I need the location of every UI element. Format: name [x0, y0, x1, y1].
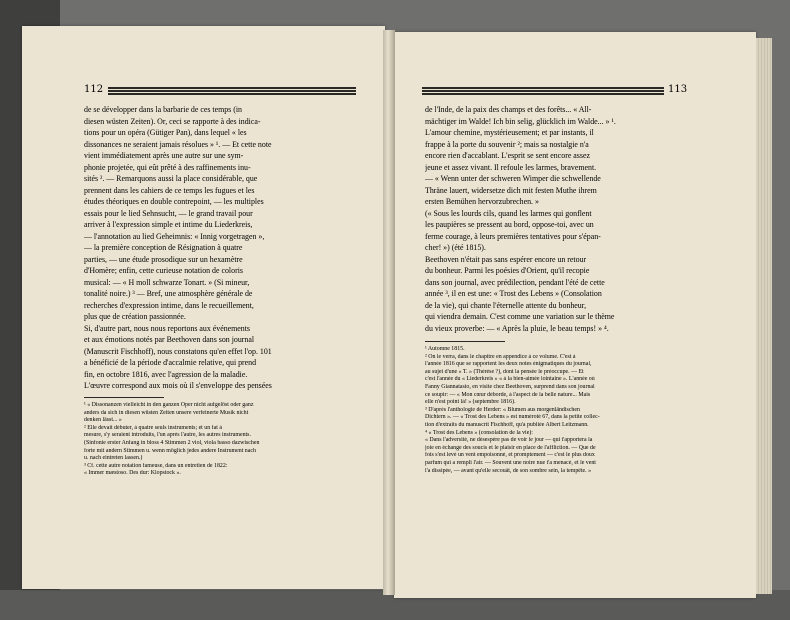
text-line: Si, d'autre part, nous nous reportons aux événements [84, 323, 250, 333]
footnote-line: « Dans l'adversité, ne désespère pas de voir le jour — qui t'apportera la [425, 437, 593, 444]
text-line: — « Wenn unter der schweren Wimper die schwellende [425, 174, 601, 183]
footnote-line: mesure, s'y seraient introduits, l'un après l'autre, les autres instruments. [84, 432, 251, 439]
footnote-line: (Sinfonie erster Anfang in bloss 4 Stimmen 2 viol, viola basso dazwischen [84, 439, 260, 446]
text-line: qui viendra demain. C'est comme une variation sur le thème [425, 312, 615, 321]
text-line: jeune et assez vivant. Il refoule les larmes, bravement. [425, 162, 597, 172]
footnote-line: Dichtern ». — « Trost des Lebens » est numéroté 67, dans la petite collec- [425, 414, 600, 421]
text-line: (« Sous les lourds cils, quand les larmes qui gonflent [425, 208, 592, 218]
text-line: — l'annotation au lied Geheimnis: « Innig vorgetragen », [84, 231, 265, 241]
text-line: Thräne lauert, widersetze dich mit festen Muthe ihrem [425, 185, 597, 195]
text-line: L'amour chemine, mystérieusement; et par instants, il [425, 128, 594, 137]
text-line: — la première conception de Résignation à quatre [84, 243, 243, 252]
text-line: du bonheur. Parmi les poésies d'Orient, qu'il recopie [425, 266, 590, 275]
footnote-line: au sujet d'une « T. » (Thérèse ?), dont la pensée le préoccupe. — Et [425, 368, 584, 375]
text-line: dissonances ne seraient jamais résolues » ¹. — Et cette note [84, 139, 272, 149]
text-line: études théoriques en double contrepoint, — les multiples [84, 197, 264, 206]
text-line: parties, — une étude prosodique sur un hexamètre [84, 254, 243, 264]
text-line: les paupières se pressent au bord, oppose-toi, avec un [425, 220, 594, 229]
footnote-line: tion d'extraits du manuscrit Fischhoff, qu'a publiée Albert Leitzmann. [425, 421, 589, 428]
text-line: a bénéficié de la période d'accalmie relative, qui prend [84, 358, 257, 367]
text-line: Beethoven n'était pas sans espérer encore un retour [425, 254, 587, 264]
left-header-rule [108, 87, 356, 95]
text-line: phonie projetée, qui eût prêté à des raffinements inu- [84, 162, 251, 172]
text-line: de l'Inde, de la paix des champs et des forêts... « All- [425, 105, 592, 114]
footnote-line: ³ Cf. cette autre notation fameuse, dans un entretien de 1822: [84, 462, 228, 469]
text-line: plus que de création passionnée. [84, 312, 186, 321]
footnote-line: joie en échange des soucis et le plaisir en place de l'affliction. — Que de [425, 444, 596, 451]
footnote-line: parfum qui a rempli l'air. — Souvent une noire nue t'a menacé, et le vent [425, 459, 596, 466]
text-line: L'œuvre correspond aux mois où il s'enveloppe des pensées [84, 381, 272, 390]
footnote-line: ¹ « Dissonanzen vielleicht in den ganzen Oper nicht aufgelöst oder ganz [84, 402, 254, 408]
text-line: (Manuscrit Fischhoff), nous constatons qu'en effet l'op. 101 [84, 346, 272, 356]
text-line: tonalité noire.) ³ — Bref, une atmosphère générale de [84, 289, 253, 298]
footnote-line: fois s'est levé un vent empoisonné, et promptement — c'est le plus doux [425, 452, 595, 459]
text-line: dans son journal, avec prédilection, pendant l'été de cette [425, 277, 605, 287]
text-line: fin, en octobre 1816, avec l'agression de la maladie. [84, 369, 248, 379]
footnote-line: elle n'est point là! » (septembre 1816). [425, 399, 516, 406]
footnote-line: ³ D'après l'anthologie de Herder: « Blumen aus morgenländischen [425, 406, 580, 413]
footnote-line: ² Elle devait débuter, à quatre seuls instruments; et un fat à [84, 424, 222, 431]
page-edges [756, 38, 772, 594]
right-page-number: 113 [668, 84, 688, 95]
footnote-line: ¹ Automne 1815. [425, 346, 465, 352]
right-header-rule [422, 87, 664, 95]
text-line: cher! ») (été 1815). [425, 243, 486, 252]
left-footnote-rule [84, 397, 164, 398]
text-line: de se développer dans la barbarie de ces temps (in [84, 105, 242, 114]
footnote-line: l'a dissipée, — avant qu'elle secouât, de son sombre sein, la tempête. » [425, 467, 592, 474]
right-body-text [425, 104, 691, 334]
text-line: musical: — « H moll schwarze Tonart. » (Si mineur, [84, 277, 250, 287]
text-line: année ³, il en est une: « Trost des Lebens » (Consolation [425, 289, 602, 298]
text-line: mächtiger im Walde! Ich bin selig, glücklich im Walde... » ¹. [425, 116, 616, 126]
text-line: vient immédiatement après une autre sur une sym- [84, 151, 244, 160]
text-line: sités ². — Remarquons aussi la place considérable, que [84, 174, 258, 183]
text-line: encore rien d'accablant. L'esprit se sent encore assez [425, 151, 590, 160]
footnote-line: « Immer mæstoso. Des dur: Klopstock ». [84, 470, 181, 477]
right-footnote-rule [425, 341, 505, 342]
footnote-line: anders da sich in diesen wüsten Zeiten unsere verfeinerte Musik nicht [84, 409, 249, 416]
text-line: ersten Bemühen hervorzubrechen. » [425, 197, 539, 206]
book-spine [383, 30, 395, 595]
text-line: essais pour le lied Sehnsucht, — le grand travail pour [84, 208, 253, 218]
footnote-line: c'est l'année du « Liederkreis » « à la bien-aimée lointaine ». L'année où [425, 376, 595, 383]
footnote-line: forte mit andern Stimmen u. wenn möglich jedes andere Instrument nach [84, 447, 256, 454]
text-line: et aux émotions notés par Beethoven dans son journal [84, 335, 255, 344]
text-line: frappe à la porte du souvenir ²; mais sa nostalgie n'a [425, 139, 589, 149]
text-line: tions pour un opéra (Gütiger Pan), dans lequel « les [84, 128, 247, 137]
footnote-line: Fanny Giannatasio, en visite chez Beethoven, surprend dans son journal [425, 383, 595, 390]
text-line: diesen wüsten Zeiten). Or, ceci se rapporte à des indica- [84, 116, 261, 126]
left-body-text [84, 104, 356, 392]
text-line: recherches d'expression intime, dans le recueillement, [84, 300, 254, 310]
text-line: du vieux proverbe: — « Après la pluie, le beau temps! » ⁴. [425, 323, 609, 333]
text-line: ferme courage, à leurs premières tentatives pour s'épan- [425, 231, 601, 241]
left-footnotes [84, 402, 356, 478]
footnote-line: l'année 1816 que se rapportent les deux notes énigmatiques du journal, [425, 361, 592, 368]
footnote-line: denken lässt... » [84, 417, 122, 424]
left-page-number: 112 [84, 84, 104, 95]
footnote-line: ⁴ « Trost des Lebens » (consolation de la vie): [425, 429, 533, 436]
text-line: de la vie), qui chante l'éternelle attente du bonheur, [425, 300, 587, 310]
right-footnotes [425, 346, 691, 475]
footnote-line: u. nach eintreten lassen.) [84, 455, 143, 462]
text-line: prennent dans les cahiers de ce temps les fugues et les [84, 185, 255, 195]
text-line: d'Homère; enfin, cette curieuse notation de coloris [84, 266, 243, 275]
footnote-line: ce soupir: — « Mon cœur déborde, à l'aspect de la belle nature... Mais [425, 391, 591, 398]
text-line: arriver à l'expression simple et intime du Liederkreis, [84, 220, 253, 229]
footnote-line: ² On le verra, dans le chapitre en appendice à ce volume. C'est à [425, 353, 576, 360]
